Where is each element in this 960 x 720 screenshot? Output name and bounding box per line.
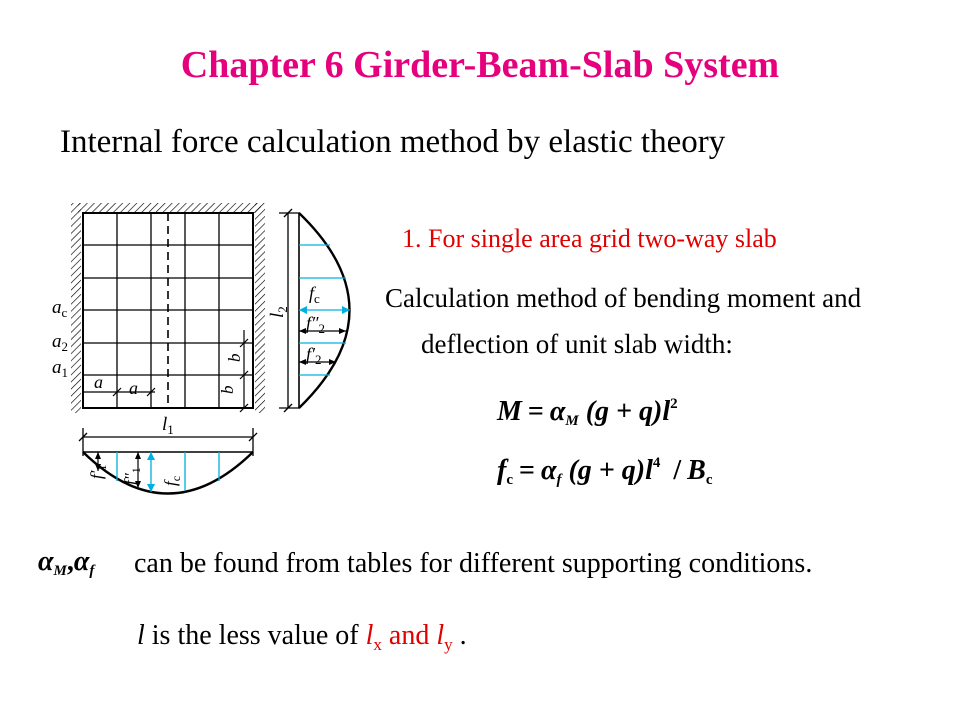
- dimension-b: [240, 330, 248, 412]
- label-b-bottom: b: [218, 385, 237, 394]
- section-heading: 1. For single area grid two-way slab: [402, 224, 777, 253]
- bottom-deflection-curve: [83, 452, 253, 494]
- length-note: l is the less value of $l_x$ and $l_y$ .: [137, 620, 467, 654]
- label-fc-bottom: $f_c$: [161, 475, 183, 486]
- deflection-equation: $f_c = \alpha_f$ $(g + q)l^4 / B_c$: [497, 455, 713, 488]
- label-b-top: b: [225, 353, 244, 362]
- label-l1: $l_1$: [162, 414, 174, 437]
- coefficient-note: can be found from tables for different supporting conditions.: [134, 548, 813, 579]
- label-a-left: a: [94, 372, 103, 392]
- section-description-line2: deflection of unit slab width:: [421, 329, 733, 359]
- page-title: Chapter 6 Girder-Beam-Slab System: [180, 44, 780, 86]
- label-f2-double-prime: $f''_2$: [306, 313, 325, 336]
- label-a2: $a_2$: [52, 331, 68, 354]
- label-f1-double-prime: $f''_1$: [121, 467, 143, 485]
- subtitle: Internal force calculation method by elastic theory: [60, 124, 726, 160]
- moment-equation: $M = \alpha_M$ $(g + q)l^2$: [497, 396, 678, 429]
- label-f1-prime: $f'_1$: [87, 464, 109, 479]
- coefficient-symbols: $\alpha_M,\alpha_f$: [38, 546, 95, 579]
- label-a1: $a_1$: [52, 357, 68, 380]
- label-f2-prime: $f'_2$: [306, 344, 322, 367]
- label-a-right: a: [129, 378, 138, 398]
- label-fc-right: $f_c$: [309, 283, 320, 306]
- right-deflection-curve: [299, 213, 350, 408]
- label-l2: $l_2$: [267, 306, 290, 318]
- label-ac: $a_c$: [52, 297, 68, 320]
- section-description-line1: Calculation method of bending moment and: [385, 283, 862, 313]
